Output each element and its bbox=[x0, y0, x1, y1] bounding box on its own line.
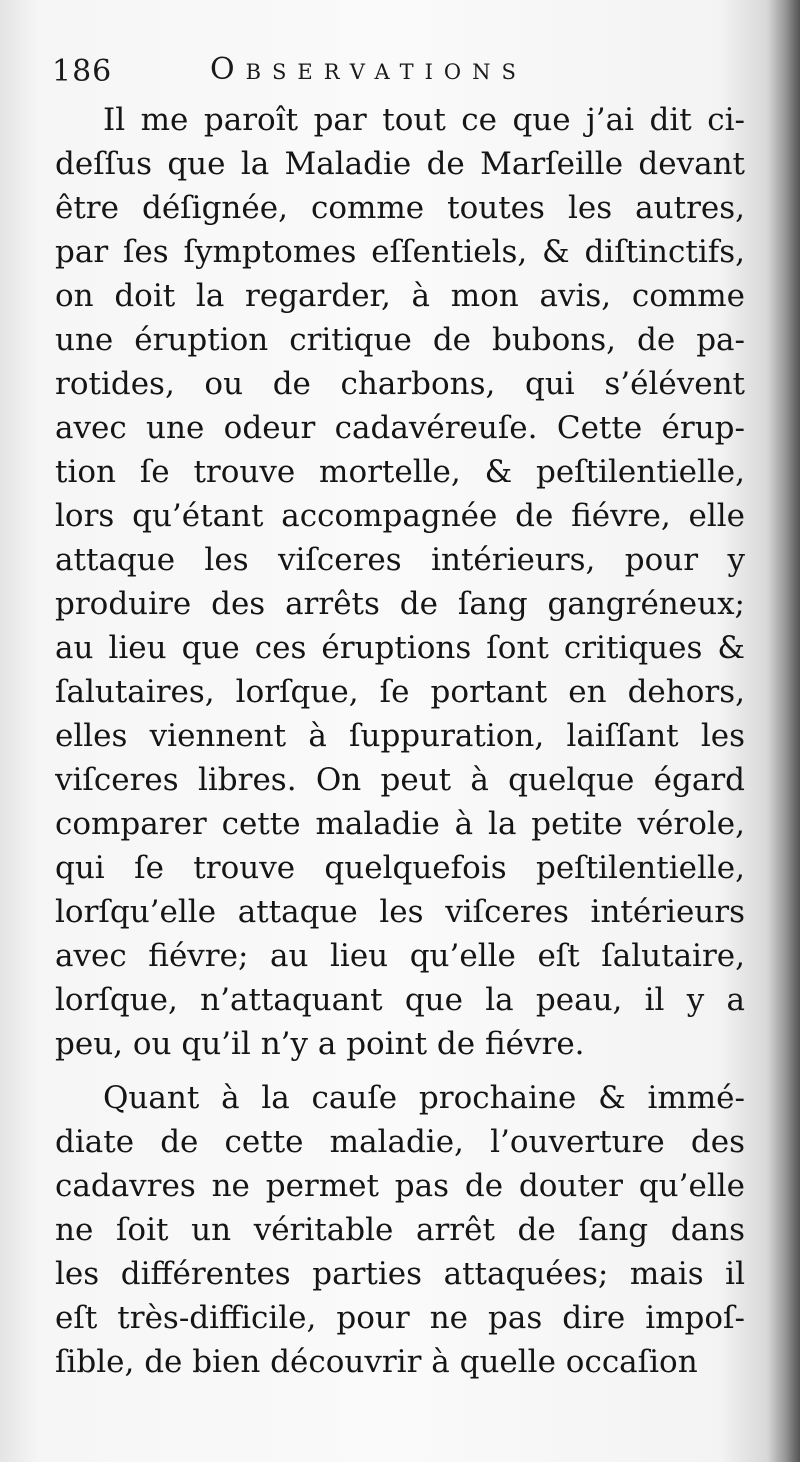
text-line: qui ſe trouve quelquefois peſtilentielle, bbox=[55, 850, 745, 886]
text-line: on doit la regarder, à mon avis, comme bbox=[55, 278, 745, 314]
text-line: produire des arrêts de ſang gangréneux; bbox=[55, 586, 745, 622]
text-line: lorſqu’elle attaque les viſceres intérieurs bbox=[55, 894, 745, 930]
paragraph bbox=[55, 98, 745, 1066]
text-line: attaque les viſceres intérieurs, pour y bbox=[55, 542, 745, 578]
text-line: ſalutaires, lorſque, ſe portant en dehors, bbox=[55, 674, 745, 710]
text-line: lorſque, n’attaquant que la peau, il y a bbox=[55, 982, 745, 1018]
text-line: viſceres libres. On peut à quelque égard bbox=[55, 762, 745, 798]
text-line: diate de cette maladie, l’ouverture des bbox=[55, 1124, 745, 1160]
text-line: tion ſe trouve mortelle, & peſtilentielle, bbox=[55, 454, 745, 490]
text-line: lors qu’étant accompagnée de fiévre, elle bbox=[55, 498, 745, 534]
text-line: les différentes parties attaquées; mais il bbox=[55, 1256, 745, 1292]
text-line: par ſes ſymptomes eſſentiels, & diſtinctifs, bbox=[55, 234, 745, 270]
text-line: elles viennent à ſuppuration, laiſſant les bbox=[55, 718, 745, 754]
text-line: au lieu que ces éruptions ſont critiques & bbox=[55, 630, 745, 666]
body-text bbox=[55, 98, 745, 1384]
text-line: rotides, ou de charbons, qui s’élévent bbox=[55, 366, 745, 402]
running-title: Observations bbox=[210, 52, 527, 87]
text-line: Il me paroît par tout ce que j’ai dit ci- bbox=[103, 102, 745, 138]
text-line: ſible, de bien découvrir à quelle occaſion bbox=[55, 1344, 698, 1380]
text-line: peu, ou qu’il n’y a point de fiévre. bbox=[55, 1026, 585, 1062]
text-line: Quant à la cauſe prochaine & immé- bbox=[103, 1080, 745, 1116]
text-line: une éruption critique de bubons, de pa- bbox=[55, 322, 745, 358]
text-line: avec une odeur cadavéreuſe. Cette érup- bbox=[55, 410, 745, 446]
text-line: eſt très-difficile, pour ne pas dire impoſ- bbox=[55, 1300, 745, 1336]
page-header bbox=[52, 52, 752, 92]
text-line: comparer cette maladie à la petite vérole, bbox=[55, 806, 745, 842]
page-number: 186 bbox=[52, 54, 113, 89]
text-line: être déſignée, comme toutes les autres, bbox=[55, 190, 745, 226]
text-line: avec fiévre; au lieu qu’elle eſt ſalutaire, bbox=[55, 938, 745, 974]
text-line: cadavres ne permet pas de douter qu’elle bbox=[55, 1168, 745, 1204]
text-line: ne ſoit un véritable arrêt de ſang dans bbox=[55, 1212, 745, 1248]
paragraph bbox=[55, 1076, 745, 1384]
text-line: deſſus que la Maladie de Marſeille devant bbox=[55, 146, 745, 182]
